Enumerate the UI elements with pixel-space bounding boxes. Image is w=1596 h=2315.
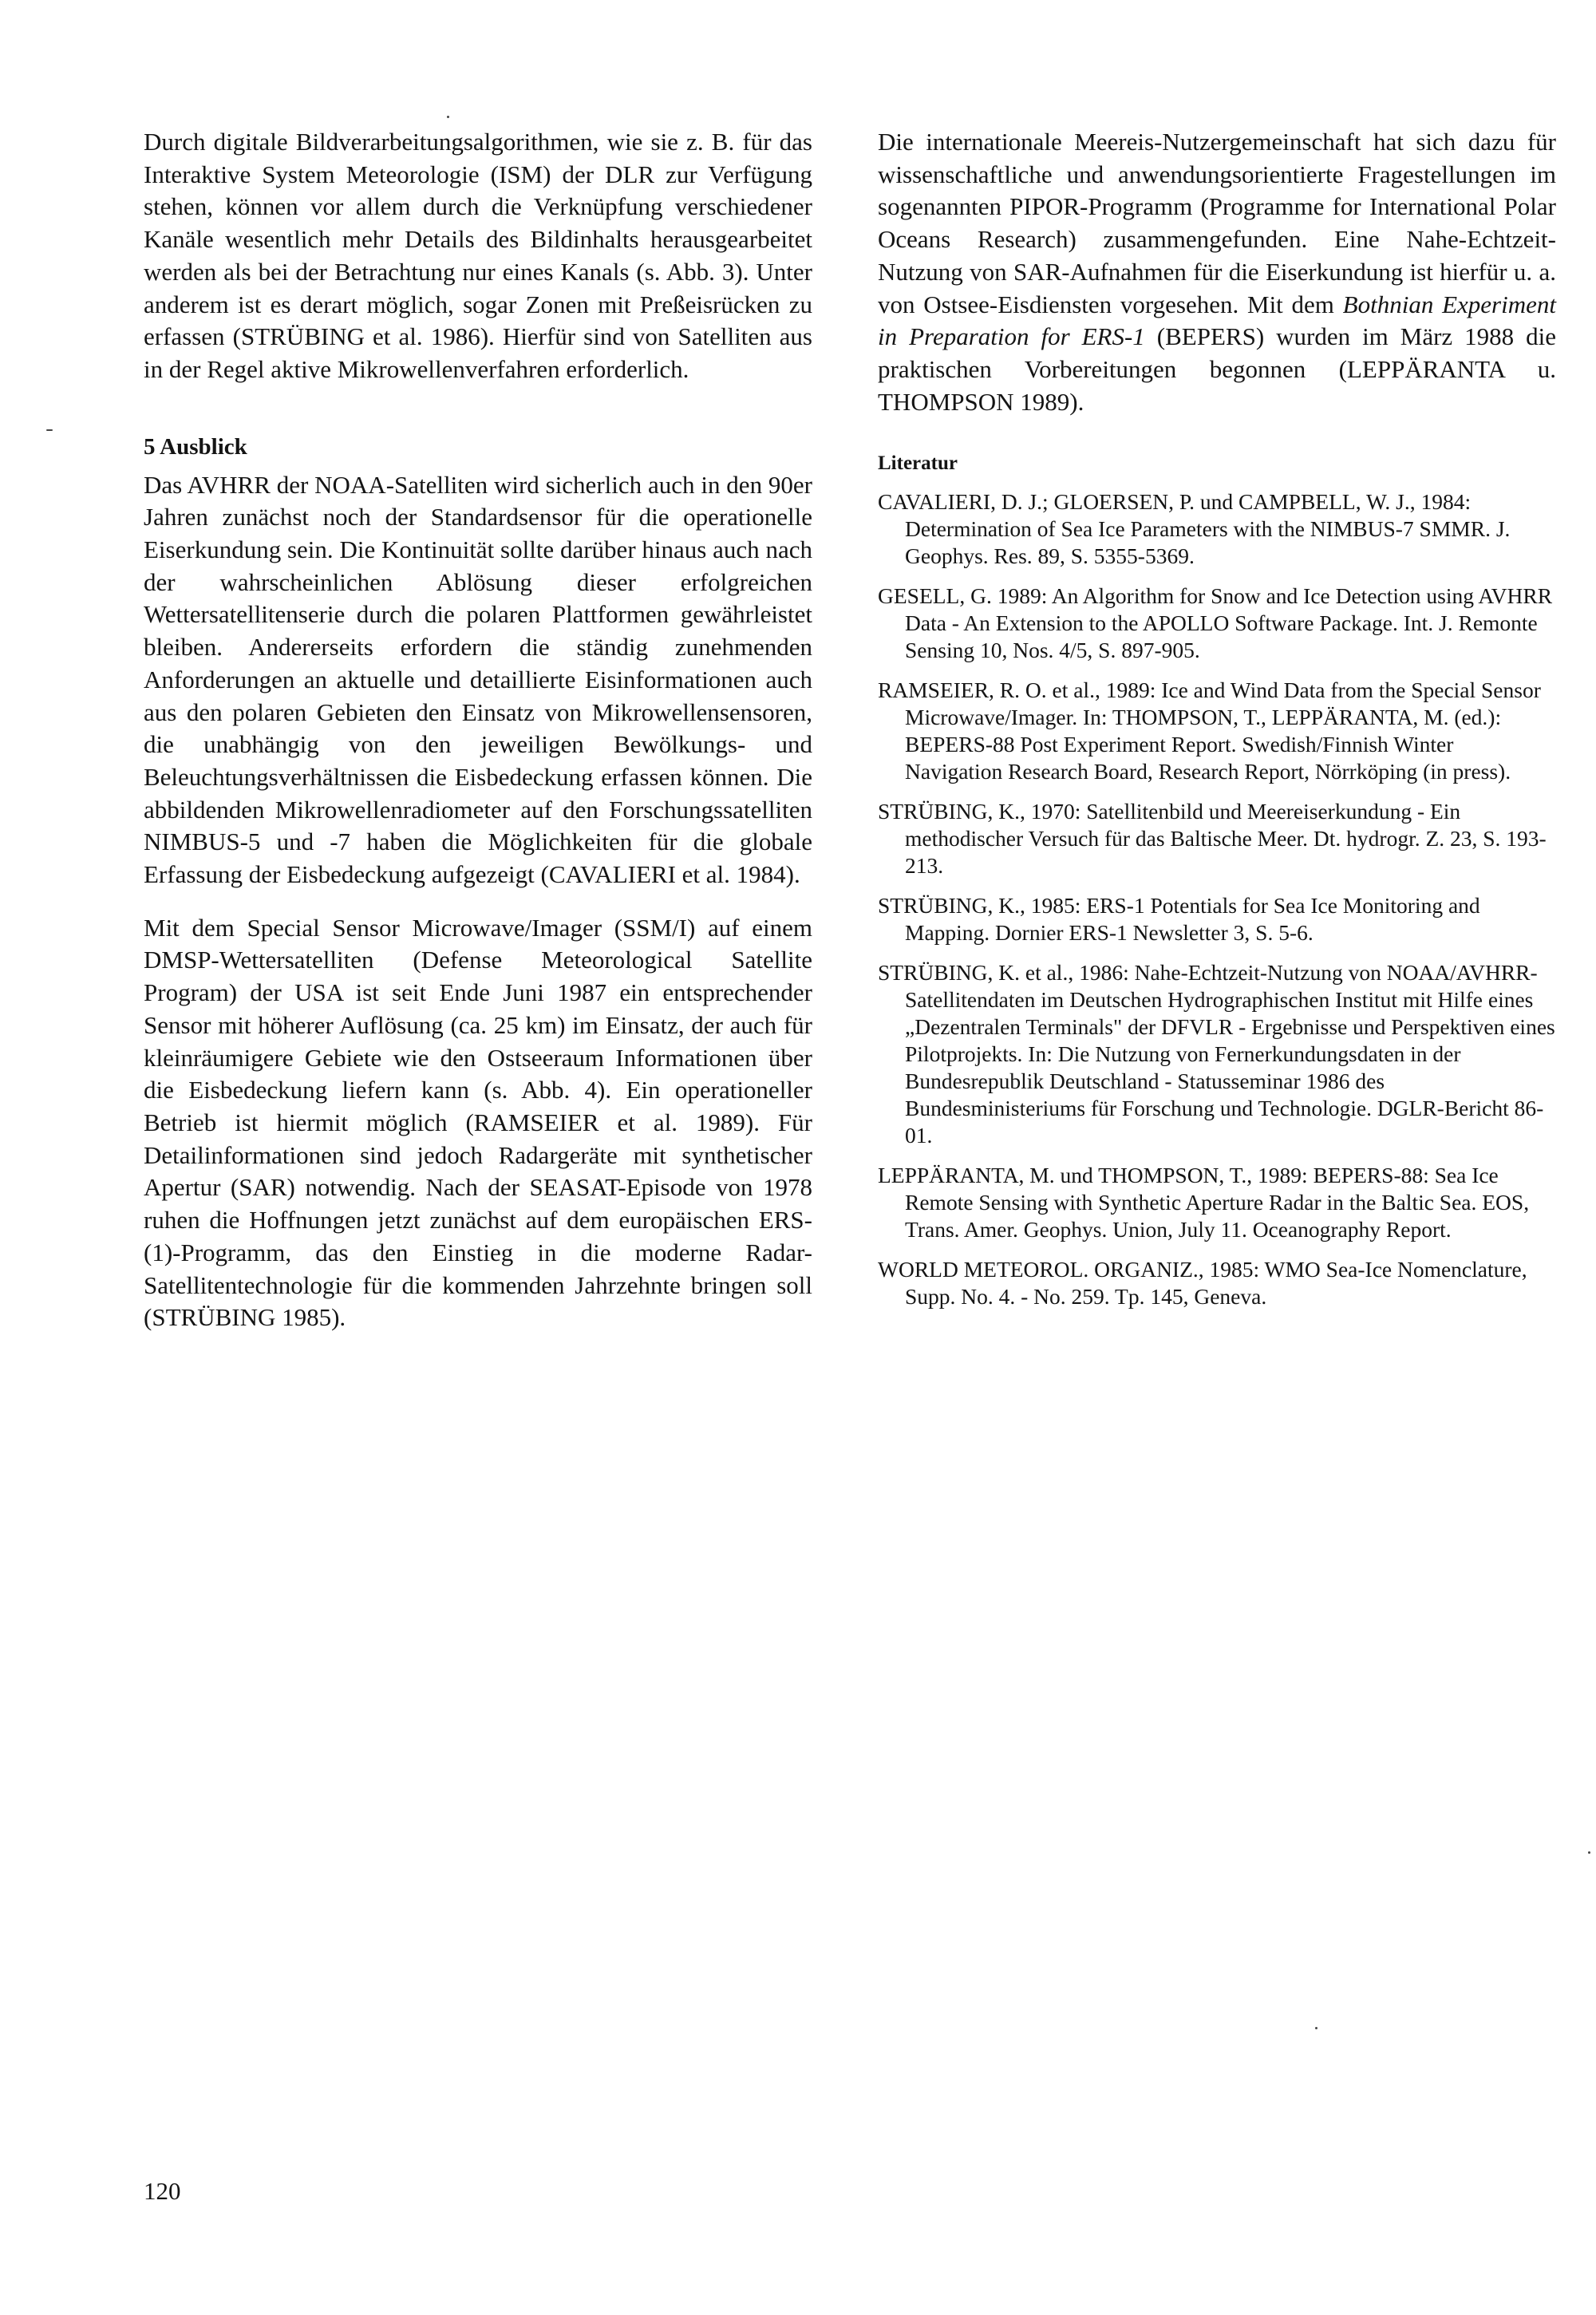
reference-item: STRÜBING, K., 1970: Satellitenbild und Meereiserkundung - Ein methodischer Versuch für das Baltische Meer. Dt. hydrogr. Z. 23, S. 193-213.	[878, 799, 1547, 879]
reference-list	[878, 488, 1556, 1310]
pipor-text-end: (BEPERS) wurden im März 1988 die praktischen Vorbereitungen begonnen (LEPPÄRANTA u. THOMPSON 1989).	[878, 322, 1556, 416]
references-heading: Literatur	[878, 452, 958, 475]
scan-speck	[1315, 2027, 1317, 2029]
reference-item: RAMSEIER, R. O. et al., 1989: Ice and Wind Data from the Special Sensor Microwave/Imager. In: THOMPSON, T., LEPPÄRANTA, M. (ed.): BEPERS-88 Post Experiment Report. Swedish/Finnish Winter Navigation Research Board, Research Report, Nörrköping (in press).	[878, 678, 1541, 784]
page-number: 120	[144, 2177, 181, 2205]
pipor-text-start: Die internationale Meereis-Nutzergemeinschaft hat sich dazu für wissenschaftliche und anwendungsorientierte Fragestellungen im sogenannten PIPOR-Programm (Programme for International Polar Oceans Research) zusammengefunden. Eine Nahe-Echtzeit-Nutzung von SAR-Aufnahmen für die Eiserkundung ist hierfür u. a. von Ostsee-Eisdiensten vorgesehen. Mit dem	[878, 128, 1556, 318]
scan-speck	[46, 429, 53, 431]
reference-item: STRÜBING, K. et al., 1986: Nahe-Echtzeit-Nutzung von NOAA/AVHRR-Satellitendaten im Deutschen Hydrographischen Institut mit Hilfe eines „Dezentralen Terminals" der DFVLR - Ergebnisse und Perspektiven eines Pilotprojekts. In: Die Nutzung von Fernerkundungsdaten in der Bundesrepublik Deutschland - Statusseminar 1986 des Bundesministeriums für Forschung und Technologie. DGLR-Bericht 86-01.	[878, 960, 1555, 1148]
intro-paragraph: Durch digitale Bildverarbeitungsalgorithmen, wie sie z. B. für das Interaktive System Meteorologie (ISM) der DLR zur Verfügung stehen, können vor allem durch die Verknüpfung verschiedener Kanäle wesentlich mehr Details des Bildinhalts herausgearbeitet werden als bei der Betrachtung nur eines Kanals (s. Abb. 3). Unter anderem ist es derart möglich, sogar Zonen mit Preßeisrücken zu erfassen (STRÜBING et al. 1986). Hierfür sind von Satelliten aus in der Regel aktive Mikrowellenverfahren erforderlich.	[144, 128, 812, 383]
reference-item: GESELL, G. 1989: An Algorithm for Snow and Ice Detection using AVHRR Data - An Extension to the APOLLO Software Package. Int. J. Remonte Sensing 10, Nos. 4/5, S. 897-905.	[878, 583, 1553, 663]
pipor-paragraph	[878, 126, 1556, 418]
reference-item: STRÜBING, K., 1985: ERS-1 Potentials for Sea Ice Monitoring and Mapping. Dornier ERS-1 Newsletter 3, S. 5-6.	[878, 893, 1480, 946]
left-column	[144, 126, 812, 1355]
scan-speck	[1588, 1851, 1590, 1854]
ssmi-paragraph: Mit dem Special Sensor Microwave/Imager (SSM/I) auf einem DMSP-Wettersatelliten (Defense Meteorological Satellite Program) der USA ist seit Ende Juni 1987 ein entsprechender Sensor mit höherer Auflösung (ca. 25 km) im Einsatz, der auch für kleinräumigere Gebiete wie den Ostseeraum Informationen über die Eisbedeckung liefern kann (s. Abb. 4). Ein operationeller Betrieb ist hiermit möglich (RAMSEIER et al. 1989). Für Detailinformationen sind jedoch Radargeräte mit synthetischer Apertur (SAR) notwendig. Nach der SEASAT-Episode von 1978 ruhen die Hoffnungen jetzt zunächst auf dem europäischen ERS-(1)-Programm, das den Einstieg in die moderne Radar-Satellitentechnologie für die kommenden Jahrzehnte bringen soll (STRÜBING 1985).	[144, 913, 812, 1332]
right-column	[878, 126, 1556, 1323]
scan-speck	[447, 116, 449, 118]
reference-item: CAVALIERI, D. J.; GLOERSEN, P. und CAMPBELL, W. J., 1984: Determination of Sea Ice Parameters with the NIMBUS-7 SMMR. J. Geophys. Res. 89, S. 5355-5369.	[878, 489, 1511, 569]
avhrr-paragraph: Das AVHRR der NOAA-Satelliten wird sicherlich auch in den 90er Jahren zunächst noch der Standardsensor für die operationelle Eiserkundung sein. Die Kontinuität sollte darüber hinaus auch nach der wahrscheinlichen Ablösung dieser erfolgreichen Wettersatellitenserie durch die polaren Plattformen gewährleistet bleiben. Andererseits erfordern die ständig zunehmenden Anforderungen an aktuelle und detaillierte Eisinformationen auch aus den polaren Gebieten den Einsatz von Mikrowellensensoren, die unabhängig von den jeweiligen Bewölkungs- und Beleuchtungsverhältnissen die Eisbedeckung erfassen können. Die abbildenden Mikrowellenradiometer auf den Forschungssatelliten NIMBUS-5 und -7 haben die Möglichkeiten für die globale Erfassung der Eisbedeckung aufgezeigt (CAVALIERI et al. 1984).	[144, 470, 812, 889]
reference-item: WORLD METEOROL. ORGANIZ., 1985: WMO Sea-Ice Nomenclature, Supp. No. 4. - No. 259. Tp. 145, Geneva.	[878, 1257, 1527, 1310]
section-heading-ausblick: 5 Ausblick	[144, 433, 247, 460]
pipor-text-italic: Bothnian Experiment in Preparation for ERS-1	[878, 290, 1556, 351]
reference-item: LEPPÄRANTA, M. und THOMPSON, T., 1989: BEPERS-88: Sea Ice Remote Sensing with Synthetic Aperture Radar in the Baltic Sea. EOS, Trans. Amer. Geophys. Union, July 11. Oceanography Report.	[878, 1163, 1530, 1242]
